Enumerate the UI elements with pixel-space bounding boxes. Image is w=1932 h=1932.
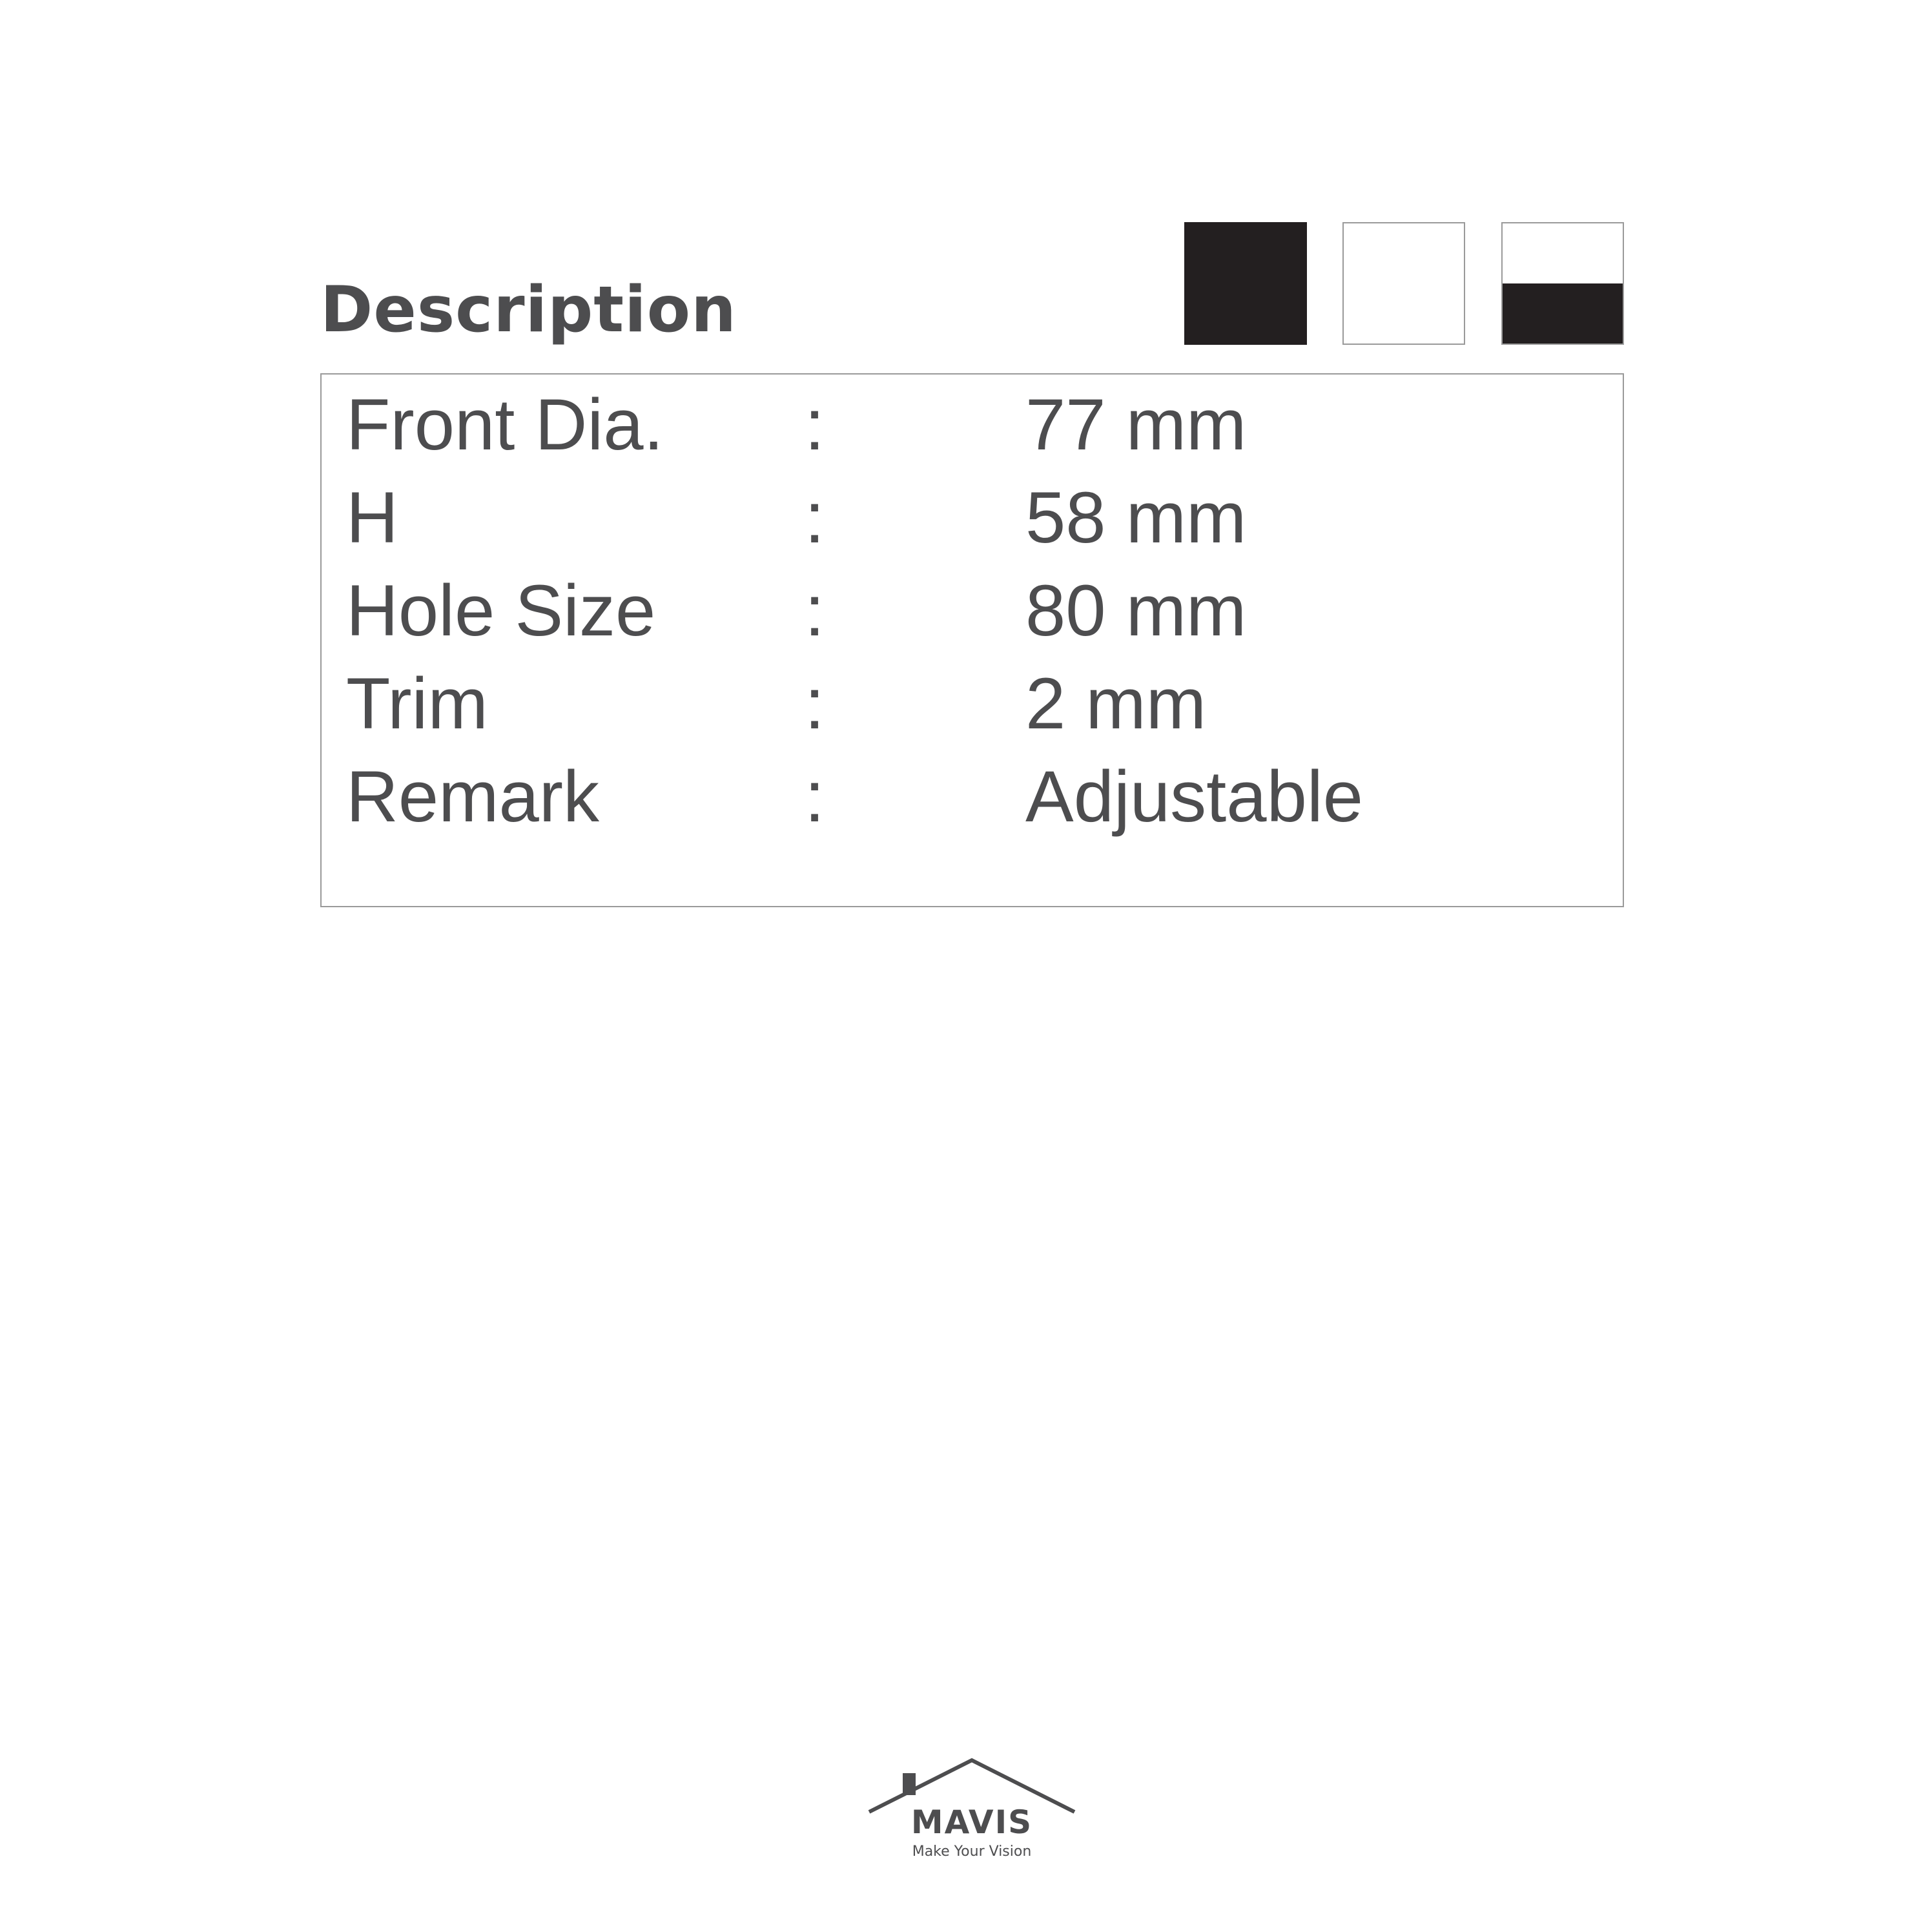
- page-title: Description: [320, 273, 737, 347]
- spec-value: 77 mm: [1025, 384, 1247, 465]
- spec-separator: :: [805, 570, 825, 651]
- spec-row: [322, 750, 1623, 843]
- brand-logo: [865, 1756, 1078, 1866]
- spec-label: H: [346, 477, 398, 558]
- spec-label: Hole Size: [346, 570, 656, 651]
- spec-separator: :: [805, 756, 825, 837]
- spec-separator: :: [805, 384, 825, 465]
- spec-value: 58 mm: [1025, 477, 1247, 558]
- brand-tagline: Make Your Vision: [912, 1844, 1032, 1860]
- spec-value: 2 mm: [1025, 663, 1206, 744]
- spec-label: Front Dia.: [346, 384, 664, 465]
- spec-row: [322, 657, 1623, 750]
- spec-row: [322, 378, 1623, 471]
- color-swatch-black[interactable]: [1184, 222, 1307, 345]
- brand-name: MAVIS: [910, 1804, 1033, 1841]
- spec-table: [320, 373, 1624, 907]
- spec-value: 80 mm: [1025, 570, 1247, 651]
- spec-row: [322, 471, 1623, 564]
- spec-separator: :: [805, 663, 825, 744]
- spec-row: [322, 564, 1623, 657]
- color-swatch-white-black[interactable]: [1501, 222, 1624, 345]
- spec-label: Trim: [346, 663, 488, 744]
- spec-value: Adjustable: [1025, 756, 1364, 837]
- color-swatch-white[interactable]: [1342, 222, 1465, 345]
- spec-label: Remark: [346, 756, 600, 837]
- spec-separator: :: [805, 477, 825, 558]
